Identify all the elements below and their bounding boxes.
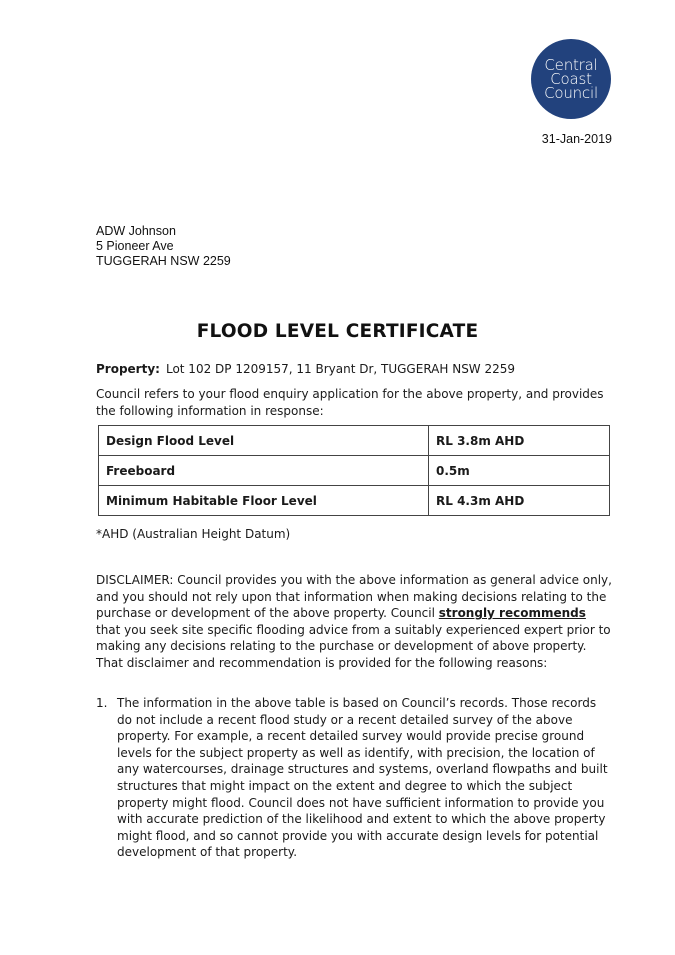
row-value: RL 3.8m AHD: [429, 426, 610, 456]
property-value: Lot 102 DP 1209157, 11 Bryant Dr, TUGGERAH NSW 2259: [165, 362, 516, 376]
table-row: [99, 456, 610, 486]
reason-item: [96, 695, 612, 861]
property-line: [96, 361, 515, 378]
recipient-locality: TUGGERAH NSW 2259: [96, 254, 231, 268]
disclaimer-emphasis: strongly recommends: [438, 606, 586, 621]
row-label: Design Flood Level: [99, 426, 429, 456]
ahd-note: *AHD (Australian Height Datum): [96, 527, 291, 541]
logo-line-central: Central: [544, 56, 598, 74]
disclaimer-paragraph: [96, 572, 612, 672]
row-value: RL 4.3m AHD: [429, 486, 610, 516]
document-title: FLOOD LEVEL CERTIFICATE: [196, 321, 479, 342]
logo-line-coast: Coast: [550, 70, 592, 88]
flood-level-table: [98, 425, 610, 516]
logo-line-council: Council: [544, 84, 598, 102]
table-row: [99, 486, 610, 516]
letter-date: 31-Jan-2019: [541, 132, 612, 146]
disclaimer-part2: that you seek site specific flooding advice from a suitably experienced expert prior to making any decisions relating to the purchase or development of above property. That disclaimer and recommendation is provided for the following reasons:: [96, 622, 611, 670]
council-logo: [531, 39, 611, 119]
table-row: [99, 426, 610, 456]
recipient-name: ADW Johnson: [96, 224, 176, 238]
row-label: Minimum Habitable Floor Level: [99, 486, 429, 516]
disclaimer-part1: DISCLAIMER: Council provides you with the above information as general advice only, and you should not rely upon that information when making decisions relating to the purchase or development of the above property. Council: [96, 573, 612, 621]
reason-text: The information in the above table is based on Council’s records. Those records do not include a recent flood study or a recent detailed survey of the above property. For example, a recent detailed survey would provide precise ground levels for the subject property as well as identify, with precision, the location of any watercourses, drainage structures and systems, overland flowpaths and built structures that might impact on the extent and degree to which the subject property might flood. Council does not have sufficient information to provide you with accurate prediction of the likelihood and extent to which the above property might flood, and so cannot provide you with accurate design levels for potential development of that property.: [117, 696, 608, 860]
intro-paragraph: Council refers to your flood enquiry application for the above property, and provides the following information in response:: [96, 387, 604, 418]
property-label: Property:: [96, 362, 160, 376]
row-label: Freeboard: [99, 456, 429, 486]
reason-number: 1.: [96, 696, 108, 710]
recipient-address: [96, 224, 231, 269]
recipient-street: 5 Pioneer Ave: [96, 239, 174, 253]
row-value: 0.5m: [429, 456, 610, 486]
